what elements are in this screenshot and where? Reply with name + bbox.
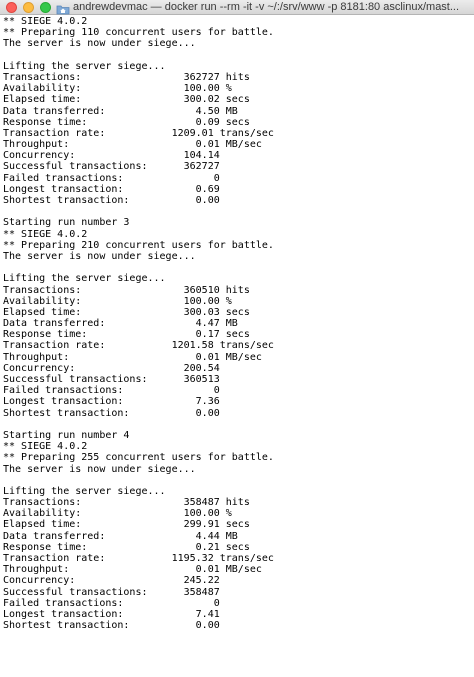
- terminal-line: Starting run number 4: [3, 429, 130, 441]
- window-title: andrewdevmac — docker run --rm -it -v ~/:/srv/www -p 8181:80 asclinux/mast...: [73, 1, 460, 13]
- terminal-line: Throughput: 0.01 MB/sec: [3, 564, 262, 576]
- terminal-line: Elapsed time: 300.03 secs: [3, 306, 250, 318]
- terminal-line: Throughput: 0.01 MB/sec: [3, 351, 262, 363]
- terminal-line: Lifting the server siege...: [3, 273, 166, 285]
- title-bar[interactable]: [0, 0, 474, 15]
- terminal-line: The server is now under siege...: [3, 250, 196, 262]
- terminal-line: Shortest transaction: 0.00: [3, 620, 220, 632]
- terminal-line: Data transferred: 4.47 MB: [3, 318, 238, 330]
- terminal-line: Response time: 0.17 secs: [3, 329, 250, 341]
- terminal-line: Successful transactions: 360513: [3, 374, 220, 385]
- terminal-line: Concurrency: 104.14: [3, 150, 220, 162]
- terminal-line: Response time: 0.21 secs: [3, 541, 250, 553]
- home-folder-icon: [56, 2, 70, 14]
- terminal-line: Concurrency: 245.22: [3, 575, 220, 587]
- terminal-line: Throughput: 0.01 MB/sec: [3, 139, 262, 151]
- terminal-line: Shortest transaction: 0.00: [3, 195, 220, 206]
- terminal-line: Shortest transaction: 0.00: [3, 407, 220, 419]
- terminal-line: Failed transactions: 0: [3, 172, 220, 184]
- terminal-line: Transaction rate: 1195.32 trans/sec: [3, 553, 274, 564]
- terminal-line: [3, 475, 474, 486]
- terminal-line: Lifting the server siege...: [3, 485, 166, 497]
- terminal-line: Data transferred: 4.44 MB: [3, 530, 238, 542]
- terminal-line: Availability: 100.00 %: [3, 508, 232, 520]
- terminal-line: Elapsed time: 299.91 secs: [3, 519, 250, 531]
- terminal-line: Transaction rate: 1201.58 trans/sec: [3, 340, 274, 352]
- terminal-line: Failed transactions: 0: [3, 385, 220, 397]
- terminal-line: ** Preparing 110 concurrent users for battle.: [3, 27, 274, 39]
- terminal-line: Transactions: 362727 hits: [3, 71, 250, 83]
- terminal-line: Elapsed time: 300.02 secs: [3, 94, 250, 106]
- terminal-line: Longest transaction: 7.36: [3, 396, 220, 408]
- terminal-line: Data transferred: 4.50 MB: [3, 105, 238, 117]
- terminal-line: [3, 419, 474, 430]
- terminal-line: ** Preparing 210 concurrent users for battle.: [3, 239, 274, 251]
- terminal-line: The server is now under siege...: [3, 38, 196, 50]
- terminal-line: Response time: 0.09 secs: [3, 116, 250, 128]
- terminal-line: Availability: 100.00 %: [3, 295, 232, 307]
- terminal-line: Starting run number 3: [3, 217, 130, 229]
- minimize-button[interactable]: [23, 2, 34, 13]
- terminal-line: ** SIEGE 4.0.2: [3, 441, 88, 453]
- terminal-line: The server is now under siege...: [3, 463, 196, 475]
- terminal-line: Transaction rate: 1209.01 trans/sec: [3, 127, 274, 139]
- terminal-line: Longest transaction: 7.41: [3, 608, 220, 620]
- terminal-line: ** SIEGE 4.0.2: [3, 16, 88, 27]
- terminal-line: Transactions: 358487 hits: [3, 497, 250, 509]
- terminal-line: [3, 262, 474, 273]
- terminal-line: [3, 50, 474, 61]
- window-title-area: [56, 0, 472, 15]
- close-button[interactable]: [6, 2, 17, 13]
- terminal-line: Successful transactions: 362727: [3, 161, 220, 173]
- terminal-line: Lifting the server siege...: [3, 60, 166, 72]
- terminal-line: Availability: 100.00 %: [3, 83, 232, 95]
- terminal-line: ** SIEGE 4.0.2: [3, 228, 88, 240]
- terminal-output[interactable]: [0, 15, 474, 631]
- terminal-line: Concurrency: 200.54: [3, 362, 220, 374]
- terminal-line: Failed transactions: 0: [3, 597, 220, 609]
- terminal-line: Successful transactions: 358487: [3, 586, 220, 598]
- terminal-line: Transactions: 360510 hits: [3, 284, 250, 296]
- terminal-line: [3, 206, 474, 217]
- terminal-line: Longest transaction: 0.69: [3, 183, 220, 195]
- terminal-line: ** Preparing 255 concurrent users for battle.: [3, 452, 274, 464]
- maximize-button[interactable]: [40, 2, 51, 13]
